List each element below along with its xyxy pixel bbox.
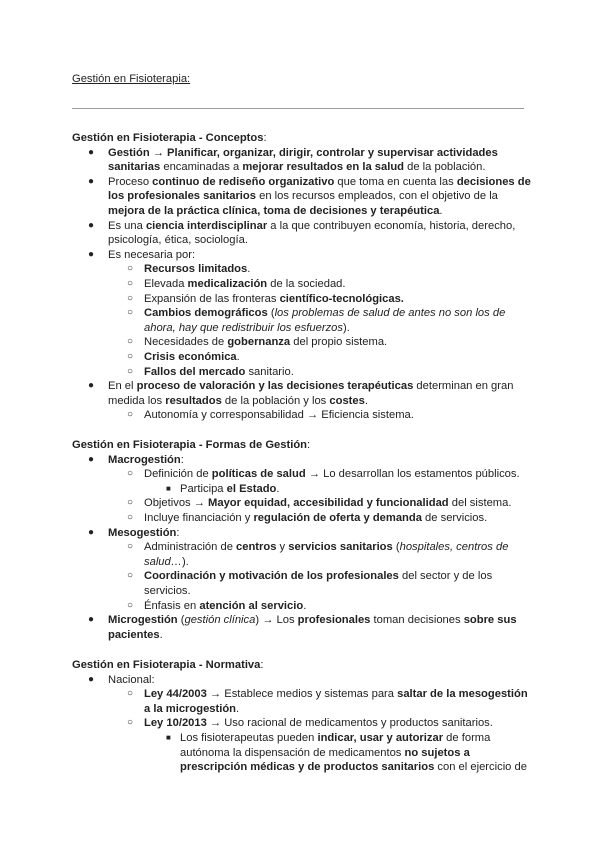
bullet-icon: ● xyxy=(88,453,95,465)
list-item: ○ Coordinación y motivación de los profesionales del sector y de los servicios. xyxy=(127,570,493,597)
list-item: ○ Fallos del mercado sanitario. xyxy=(127,365,294,378)
list-item: ○ Autonomía y corresponsabilidad → Eficiencia sistema. xyxy=(127,409,414,422)
list-item: ○ Necesidades de gobernanza del propio sistema. xyxy=(127,336,388,349)
list-item: ● Microgestión (gestión clínica) → Los profesionales toman decisiones sobre sus pacientes. xyxy=(88,614,517,641)
circle-bullet-icon: ○ xyxy=(127,263,134,275)
list-item: ○ Énfasis en atención al servicio. xyxy=(127,599,307,612)
bullet-icon: ● xyxy=(88,673,95,685)
list-item: ● Proceso continuo de rediseño organizativo que toma en cuenta las decisiones de los profesionales sanitarios en los recursos empleados, con el objetivo de la mejora de la práctica clínica, toma de decisiones y terapéutica. xyxy=(88,175,531,217)
list-item: ● Gestión → Planificar, organizar, dirigir, controlar y supervisar actividades sanitarias encaminadas a mejorar resultados en la salud de la población. xyxy=(88,146,498,174)
circle-bullet-icon: ○ xyxy=(127,307,134,319)
section-formas-gestion xyxy=(72,438,532,642)
list-item: ■ Participa el Estado. xyxy=(166,482,280,495)
list-item: ● Macrogestión: xyxy=(88,453,184,466)
section-normativa xyxy=(72,658,532,775)
circle-bullet-icon: ○ xyxy=(127,468,134,480)
list-item: ● Mesogestión: xyxy=(88,526,180,539)
circle-bullet-icon: ○ xyxy=(127,336,134,348)
circle-bullet-icon: ○ xyxy=(127,365,134,377)
bullet-icon: ● xyxy=(88,380,95,392)
circle-bullet-icon: ○ xyxy=(127,688,134,700)
normativa-list xyxy=(72,673,532,775)
circle-bullet-icon: ○ xyxy=(127,292,134,304)
bullet-icon: ● xyxy=(88,146,95,158)
circle-bullet-icon: ○ xyxy=(127,541,134,553)
list-item: ○ Crisis económica. xyxy=(127,350,240,363)
bullet-icon: ● xyxy=(88,526,95,538)
list-item: ○ Elevada medicalización de la sociedad. xyxy=(127,277,346,290)
bullet-icon: ● xyxy=(88,614,95,626)
circle-bullet-icon: ○ xyxy=(127,277,134,289)
list-item: ■ Los fisioterapeutas pueden indicar, usar y autorizar de forma autónoma la dispensación de medicamentos no sujetos a prescripción médicas y de productos sanitarios con el ejercicio de xyxy=(166,731,527,774)
list-item: ○ Administración de centros y servicios sanitarios (hospitales, centros de salud…). xyxy=(127,541,509,568)
circle-bullet-icon: ○ xyxy=(127,350,134,362)
circle-bullet-icon: ○ xyxy=(127,570,134,582)
section-heading: Gestión en Fisioterapia - Normativa: xyxy=(72,659,264,671)
circle-bullet-icon: ○ xyxy=(127,717,134,729)
section-heading: Gestión en Fisioterapia - Formas de Gestión: xyxy=(72,439,311,451)
bullet-icon: ● xyxy=(88,248,95,260)
square-bullet-icon: ■ xyxy=(166,483,171,493)
list-item: ○ Cambios demográficos (los problemas de salud de antes no son los de ahora, hay que redistribuir los esfuerzos). xyxy=(127,307,506,334)
list-item: ○ Incluye financiación y regulación de oferta y demanda de servicios. xyxy=(127,511,488,524)
horizontal-divider xyxy=(72,108,524,109)
list-item: ● Nacional: xyxy=(88,673,155,686)
list-item: ○ Expansión de las fronteras científico-tecnológicas. xyxy=(127,292,404,305)
section-heading: Gestión en Fisioterapia - Conceptos: xyxy=(72,132,267,144)
circle-bullet-icon: ○ xyxy=(127,409,134,421)
square-bullet-icon: ■ xyxy=(166,732,171,742)
list-item: ○ Recursos limitados. xyxy=(127,263,251,276)
bullet-icon: ● xyxy=(88,175,95,187)
list-item: ○ Ley 10/2013 → Uso racional de medicamentos y productos sanitarios. xyxy=(127,717,493,730)
circle-bullet-icon: ○ xyxy=(127,497,134,509)
list-item: ○ Objetivos → Mayor equidad, accesibilidad y funcionalidad del sistema. xyxy=(127,497,512,510)
gestion-list xyxy=(72,453,532,643)
concepts-list xyxy=(72,146,532,423)
list-item: ○ Definición de políticas de salud → Lo desarrollan los estamentos públicos. xyxy=(127,468,520,481)
bullet-icon: ● xyxy=(88,219,95,231)
section-conceptos xyxy=(72,131,532,423)
circle-bullet-icon: ○ xyxy=(127,511,134,523)
list-item: ● Es una ciencia interdisciplinar a la que contribuyen economía, historia, derecho, psicología, ética, sociología. xyxy=(88,219,516,247)
list-item: ○ Ley 44/2003 → Establece medios y sistemas para saltar de la mesogestión a la microgestión. xyxy=(127,688,528,715)
document-title: Gestión en Fisioterapia: xyxy=(72,73,191,85)
circle-bullet-icon: ○ xyxy=(127,599,134,611)
list-item: ● Es necesaria por: xyxy=(88,248,196,261)
list-item: ● En el proceso de valoración y las decisiones terapéuticas determinan en gran medida los resultados de la población y los costes. xyxy=(88,380,514,407)
